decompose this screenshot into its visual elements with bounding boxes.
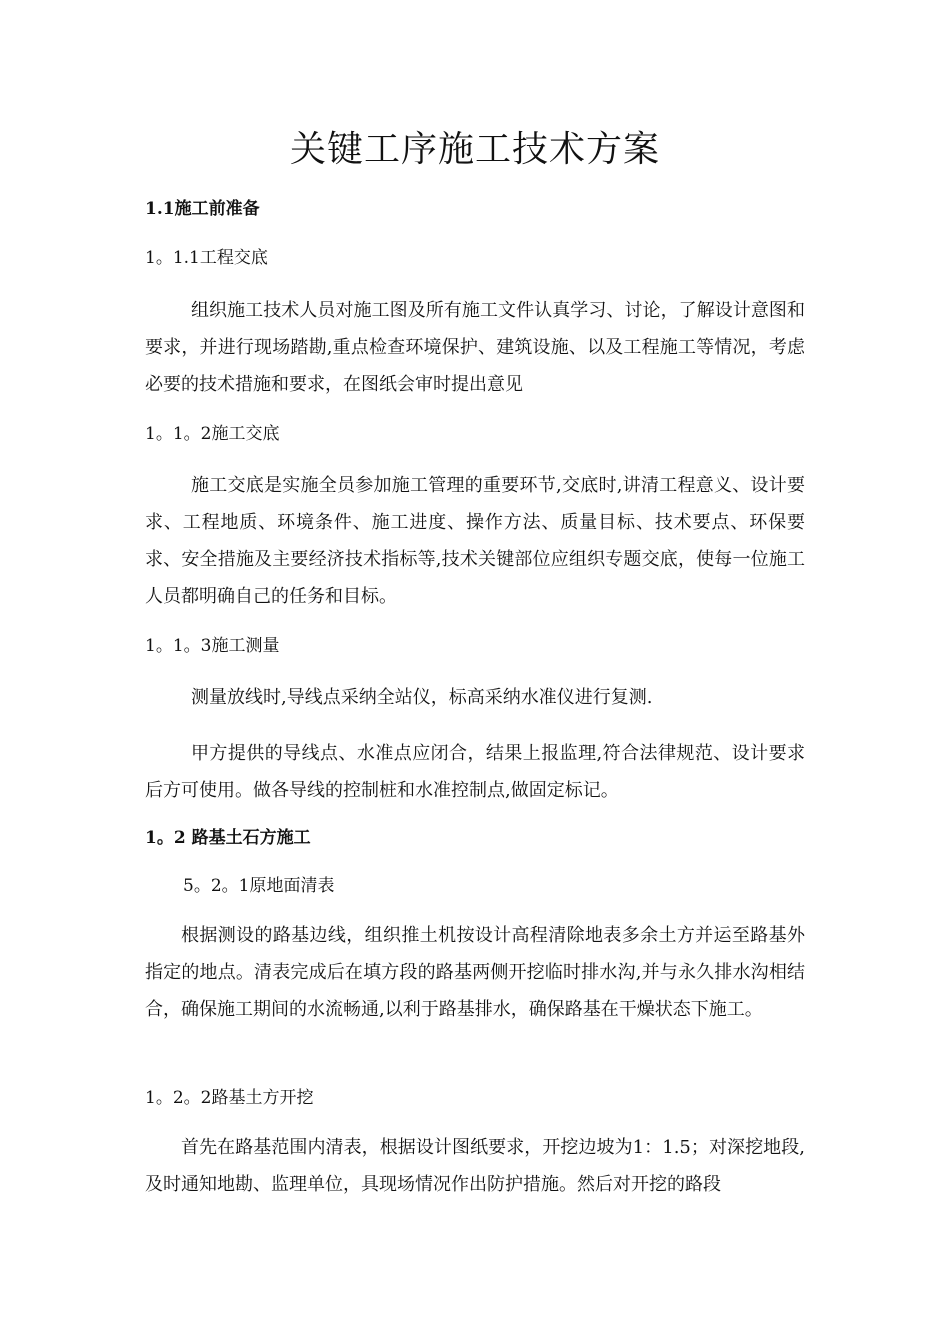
paragraph-1-1-3-a: 测量放线时,导线点采纳全站仪，标高采纳水准仪进行复测. [191,687,653,708]
subsection-heading-1-1-1: 1。1.1工程交底 [145,248,268,268]
subsection-heading-1-1-3: 1。1。3施工测量 [145,636,280,656]
paragraph-1-2-2: 首先在路基范围内清表，根据设计图纸要求，开挖边坡为1：1.5；对深挖地段,及时通知地勘、监理单位，具现场情况作出防护措施。然后对开挖的路段 [145,1137,805,1195]
paragraph-1-1-2: 施工交底是实施全员参加施工管理的重要环节,交底时,讲清工程意义、设计要求、工程地质、环境条件、施工进度、操作方法、质量目标、技术要点、环保要求、安全措施及主要经济技术指标等,技术关键部位应组织专题交底，使每一位施工人员都明确自己的任务和目标。 [145,475,805,607]
subsection-heading-1-2-2: 1。2。2路基土方开挖 [145,1088,314,1108]
subsection-heading-1-1-2: 1。1。2施工交底 [145,424,280,444]
paragraph-1-1-3-b: 甲方提供的导线点、水准点应闭合，结果上报监理,符合法律规范、设计要求后方可使用。做各导线的控制桩和水准控制点,做固定标记。 [145,743,805,801]
document-title: 关键工序施工技术方案 [289,129,660,170]
paragraph-5-2-1: 根据测设的路基边线，组织推土机按设计高程清除地表多余土方并运至路基外指定的地点。清表完成后在填方段的路基两侧开挖临时排水沟,并与永久排水沟相结合，确保施工期间的水流畅通,以利于路基排水，确保路基在干燥状态下施工。 [145,925,805,1020]
section-heading-1-2: 1。2 路基土石方施工 [145,828,311,848]
section-heading-1-1: 1.1施工前准备 [145,199,260,219]
subsection-heading-5-2-1: 5。2。1原地面清表 [183,876,335,896]
paragraph-1-1-1: 组织施工技术人员对施工图及所有施工文件认真学习、讨论，了解设计意图和要求，并进行现场踏勘,重点检查环境保护、建筑设施、以及工程施工等情况，考虑必要的技术措施和要求，在图纸会审时提出意见 [145,300,805,395]
